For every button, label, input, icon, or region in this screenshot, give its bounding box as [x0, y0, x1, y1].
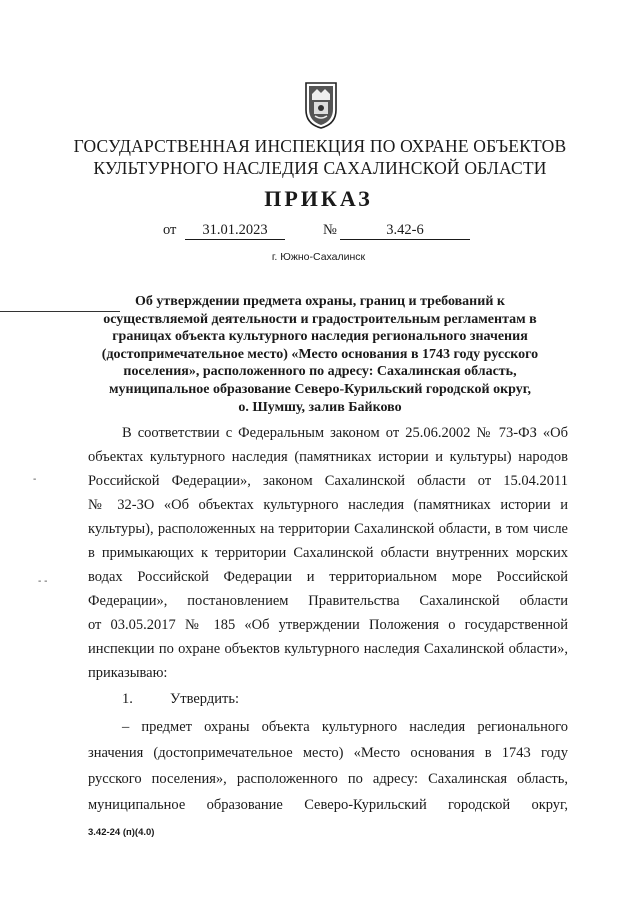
- heading-line: осуществляемой деятельности и градостроительным регламентам в: [103, 311, 537, 327]
- heading-line: границах объекта культурного наследия регионального значения: [112, 329, 528, 345]
- order-number-line: [0, 222, 637, 242]
- body-line: объектах культурного наследия (памятниках истории и культуры) народов: [88, 449, 568, 465]
- body-line: № 32-ЗО «Об объектах культурного наследия (памятниках истории и: [88, 497, 568, 513]
- heading-line: о. Шумшу, залив Байково: [238, 399, 402, 415]
- body-line: культуры), расположенных на территории Сахалинской области, в том числе: [88, 521, 568, 537]
- heading-line: поселения», расположенного по адресу: Сахалинская область,: [123, 364, 517, 380]
- heading-line: Об утверждении предмета охраны, границ и требований к: [135, 294, 505, 309]
- body-line: от 03.05.2017 № 185 «Об утверждении Положения о государственной: [88, 617, 568, 633]
- list-item-text: Утвердить:: [170, 691, 239, 707]
- list-item-number: 1.: [122, 691, 133, 707]
- date-prefix: от: [163, 222, 177, 238]
- document-type-title: ПРИКАЗ: [264, 186, 373, 211]
- agency-name-line-1: ГОСУДАРСТВЕННАЯ ИНСПЕКЦИЯ ПО ОХРАНЕ ОБЪЕКТОВ: [73, 136, 567, 156]
- body-line: значения (достопримечательное место) «Место основания в 1743 году: [88, 745, 568, 761]
- heading-line: муниципальное образование Северо-Курильский городской округ,: [108, 381, 532, 397]
- body-line: – предмет охраны объекта культурного наследия регионального: [122, 719, 568, 735]
- body-line: водах Российской Федерации и территориальном море Российской: [88, 569, 568, 585]
- body-line: В соответствии с Федеральным законом от 25.06.2002 № 73-ФЗ «Об: [122, 425, 568, 441]
- agency-name-line-2: КУЛЬТУРНОГО НАСЛЕДИЯ САХАЛИНСКОЙ ОБЛАСТИ: [93, 158, 547, 178]
- footer-code: 3.42-24 (п)(4.0): [88, 827, 155, 838]
- body-line: приказываю:: [88, 665, 168, 681]
- order-date: 31.01.2023: [185, 222, 285, 240]
- city-name: г. Южно-Сахалинск: [271, 251, 366, 263]
- body-line: русского поселения», расположенного по адресу: Сахалинская область,: [88, 771, 568, 787]
- body-line: Федерации», постановлением Правительства Сахалинской области: [88, 593, 568, 609]
- margin-mark: -: [33, 474, 37, 485]
- order-heading: [85, 293, 555, 416]
- list-item-1: [122, 690, 602, 708]
- number-prefix: №: [323, 222, 337, 238]
- body-line: муниципальное образование Северо-Курильский городской округ,: [88, 797, 568, 813]
- coat-of-arms-emblem: [303, 80, 339, 130]
- heading-line: (достопримечательное место) «Место основания в 1743 году русского: [101, 346, 539, 362]
- margin-mark: - -: [38, 576, 48, 587]
- order-number: 3.42-6: [340, 222, 470, 240]
- body-line: Российской Федерации», законом Сахалинской области от 15.04.2011: [88, 473, 568, 489]
- body-line: в примыкающих к территории Сахалинской области внутренних морских: [88, 545, 568, 561]
- body-line: инспекции по охране объектов культурного наследия Сахалинской области»,: [88, 641, 568, 657]
